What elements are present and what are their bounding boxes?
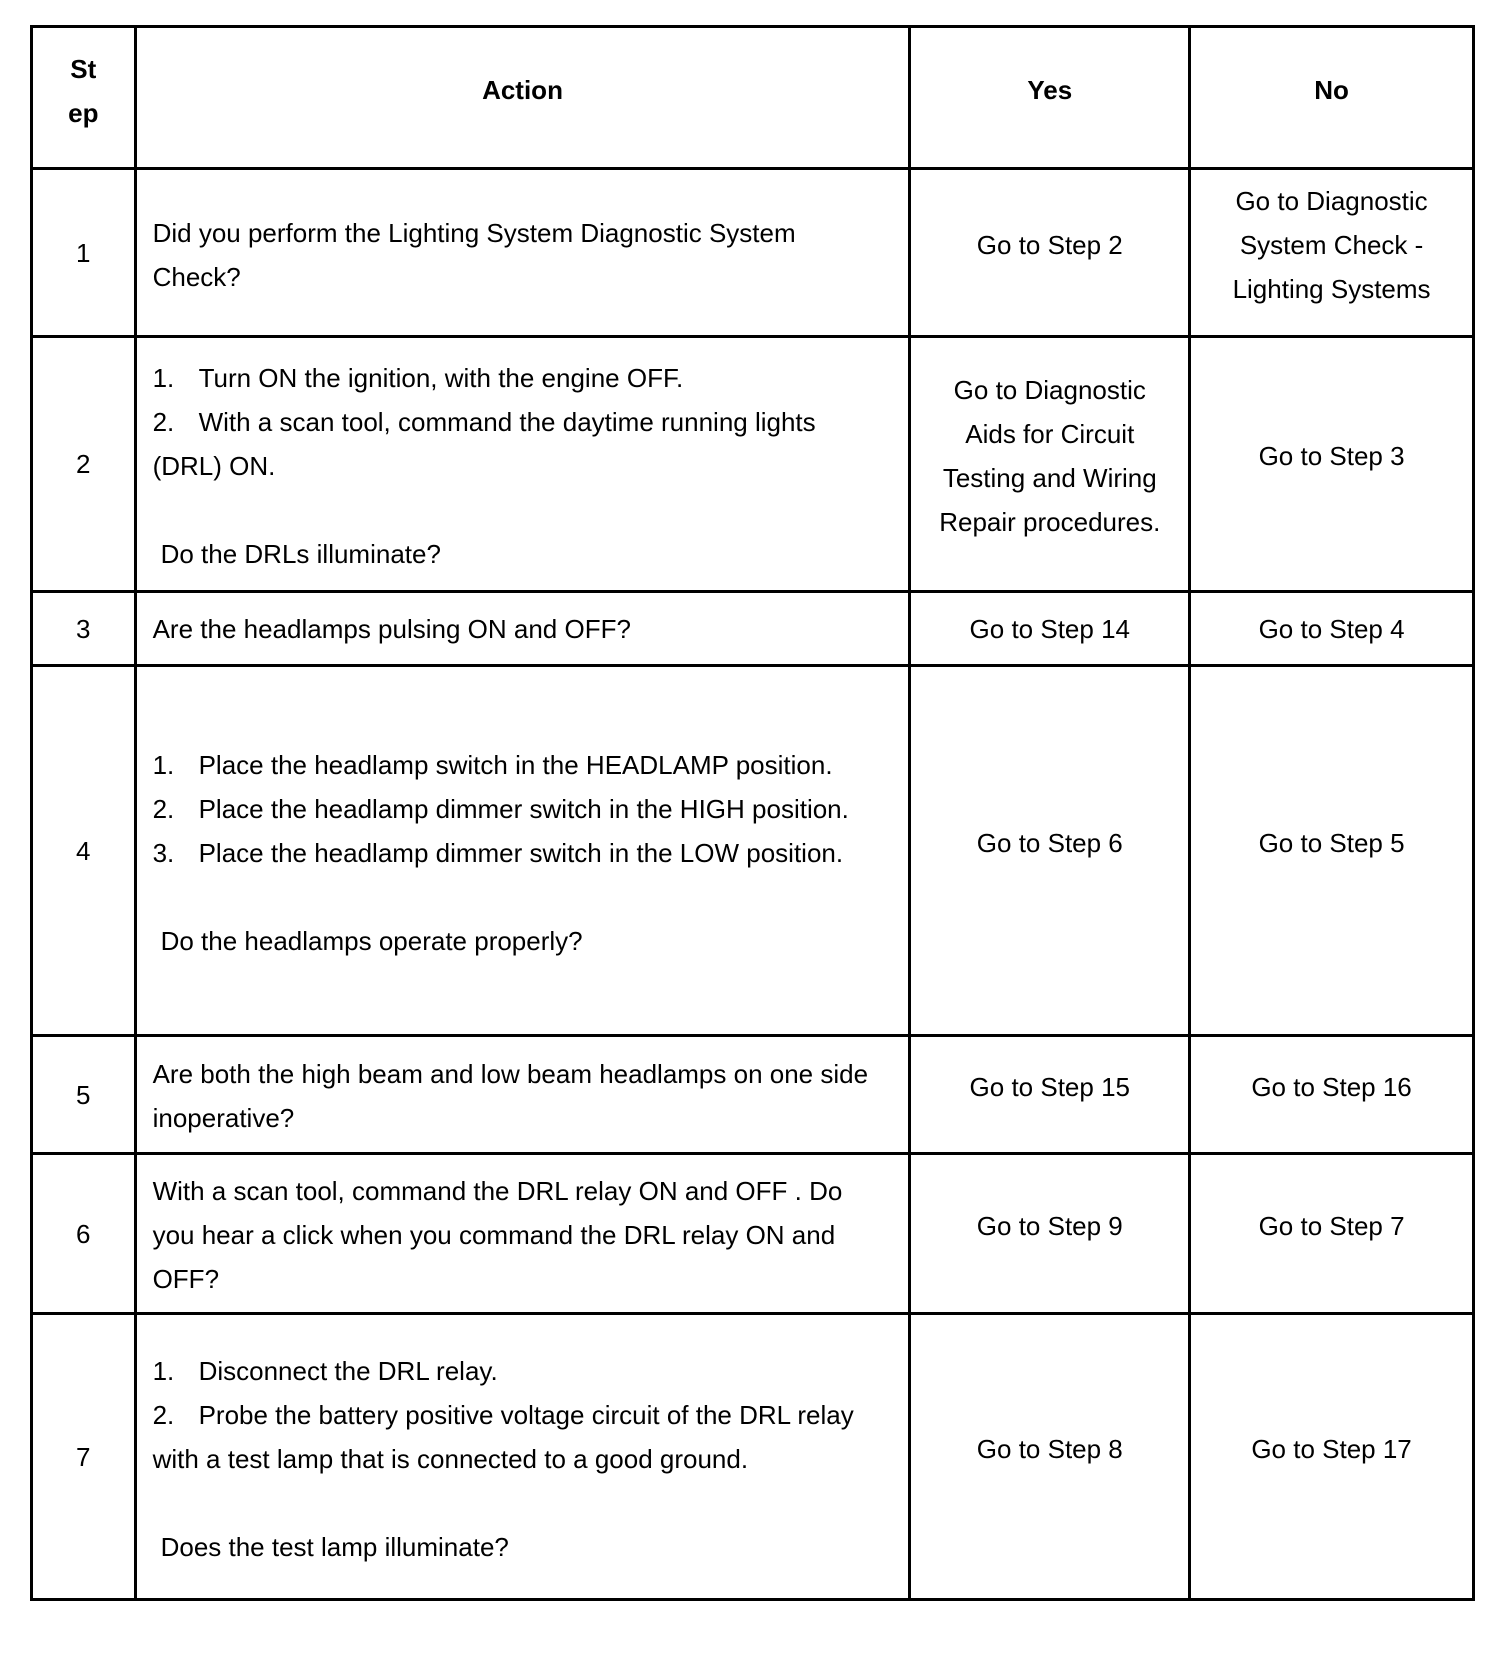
no-cell: Go to Step 7 [1190,1154,1474,1314]
table-row [32,1154,1474,1314]
yes-line: Go to Diagnostic [953,375,1146,405]
header-step-line1: St [70,53,97,84]
action-cell [135,1154,910,1314]
action-text: With a scan tool, command the DRL relay ON and OFF . Do you hear a click when you command the DRL relay ON and OFF? [152,1175,843,1294]
table-row [32,1036,1474,1154]
action-list-item: 2. Probe the battery positive voltage circuit of the DRL relay with a test lamp that is connected to a good ground. [152,1399,854,1474]
yes-cell: Go to Step 6 [910,666,1190,1036]
step-number: 5 [32,1036,136,1154]
step-number: 2 [32,337,136,592]
yes-line: Repair procedures. [939,507,1161,537]
no-cell: Go to Step 5 [1190,666,1474,1036]
action-cell [135,1314,910,1600]
table-row [32,592,1474,666]
yes-cell: Go to Step 15 [910,1036,1190,1154]
header-row [32,27,1474,169]
table-row [32,666,1474,1036]
diagnostic-table [30,25,1475,1601]
no-line: Lighting Systems [1232,273,1431,304]
yes-cell: Go to Step 14 [910,592,1190,666]
action-list-item: 1. Place the headlamp switch in the HEADLAMP position. [152,749,833,780]
step-number: 6 [32,1154,136,1314]
table-row [32,1314,1474,1600]
action-item-text: Probe the battery positive voltage circuit of the DRL relay with a test lamp that is connected to a good ground. [152,1399,854,1474]
step-number: 3 [32,592,136,666]
no-cell: Go to Step 4 [1190,592,1474,666]
no-cell: Go to Step 3 [1190,337,1474,592]
action-item-text: Disconnect the DRL relay. [198,1355,498,1386]
header-no: No [1190,27,1474,169]
action-cell [135,592,910,666]
action-list-item: 3. Place the headlamp dimmer switch in the LOW position. [152,837,844,868]
no-cell [1190,169,1474,337]
no-line: System Check - [1239,229,1424,260]
step-number: 4 [32,666,136,1036]
action-list-item: 1. Turn ON the ignition, with the engine OFF. [152,363,684,393]
action-text: Are both the high beam and low beam headlamps on one side inoperative? [152,1058,869,1133]
action-text: Are the headlamps pulsing ON and OFF? [152,613,631,644]
action-question: Do the headlamps operate properly? [160,925,583,956]
yes-cell: Go to Step 8 [910,1314,1190,1600]
action-item-text: With a scan tool, command the daytime running lights (DRL) ON. [152,407,816,481]
header-step [32,27,136,169]
table-row [32,169,1474,337]
step-number: 1 [32,169,136,337]
header-action: Action [135,27,910,169]
header-step-line2: ep [68,97,99,128]
action-item-text: Place the headlamp dimmer switch in the HIGH position. [198,793,849,824]
header-yes: Yes [910,27,1190,169]
action-item-text: Place the headlamp switch in the HEADLAMP position. [198,749,833,780]
action-cell [135,169,910,337]
yes-cell: Go to Step 2 [910,169,1190,337]
action-cell [135,1036,910,1154]
yes-line: Testing and Wiring [942,463,1157,493]
yes-line: Aids for Circuit [965,419,1135,449]
action-question: Do the DRLs illuminate? [160,539,441,569]
yes-cell: Go to Step 9 [910,1154,1190,1314]
action-item-text: Turn ON the ignition, with the engine OFF. [198,363,684,393]
no-line: Go to Diagnostic [1235,185,1428,216]
no-cell: Go to Step 16 [1190,1036,1474,1154]
action-list-item: 2. Place the headlamp dimmer switch in the HIGH position. [152,793,849,824]
action-question: Does the test lamp illuminate? [160,1531,509,1562]
yes-cell [910,337,1190,592]
action-text: Did you perform the Lighting System Diagnostic System Check? [152,217,796,292]
step-number: 7 [32,1314,136,1600]
action-cell [135,666,910,1036]
no-cell: Go to Step 17 [1190,1314,1474,1600]
table-row [32,337,1474,592]
action-list-item: 2. With a scan tool, command the daytime running lights (DRL) ON. [152,407,816,481]
action-item-text: Place the headlamp dimmer switch in the LOW position. [198,837,844,868]
action-cell [135,337,910,592]
action-list-item: 1. Disconnect the DRL relay. [152,1355,498,1386]
